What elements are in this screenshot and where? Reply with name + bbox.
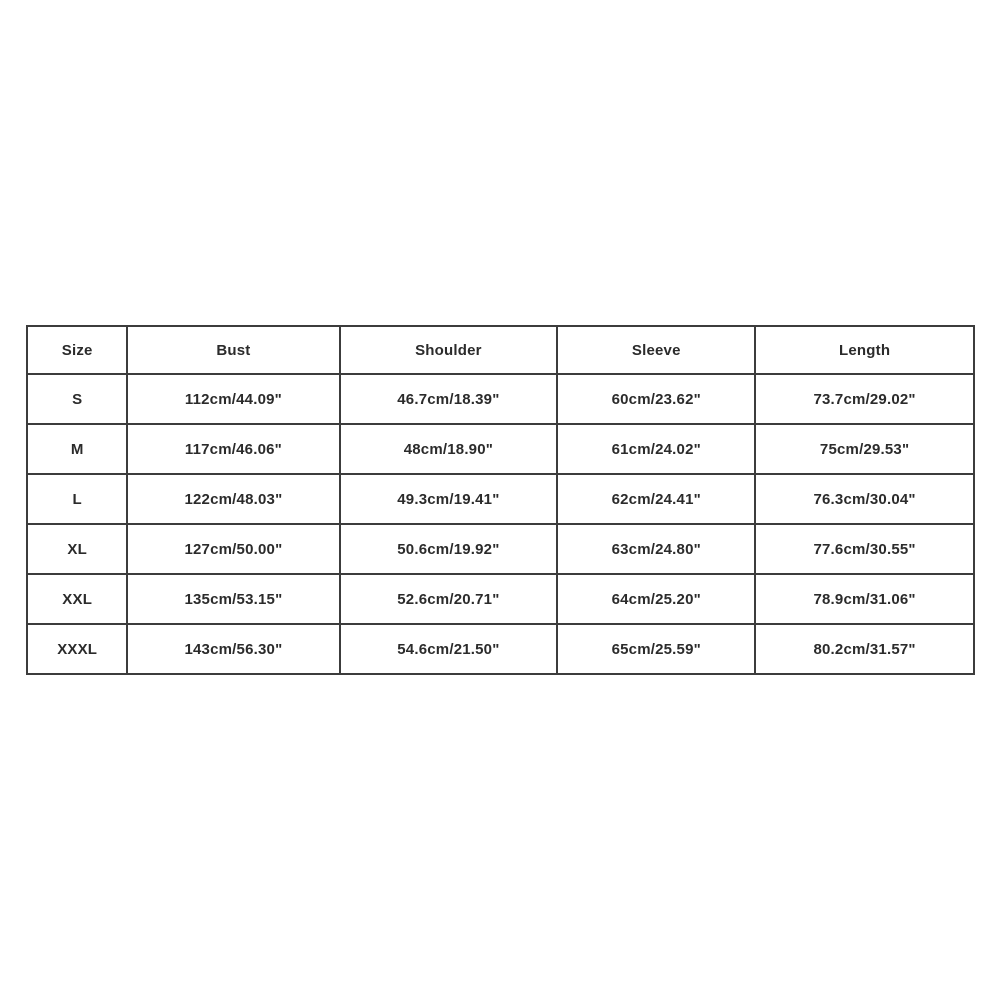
table-row-s (27, 374, 974, 424)
size-cell: M (27, 424, 127, 474)
column-header-bust: Bust (127, 326, 339, 374)
sleeve-cell: 64cm/25.20" (557, 574, 755, 624)
size-cell: S (27, 374, 127, 424)
length-cell: 75cm/29.53" (755, 424, 974, 474)
column-header-size: Size (27, 326, 127, 374)
table-row-m (27, 424, 974, 474)
shoulder-cell: 49.3cm/19.41" (340, 474, 558, 524)
shoulder-cell: 50.6cm/19.92" (340, 524, 558, 574)
length-cell: 76.3cm/30.04" (755, 474, 974, 524)
sleeve-cell: 60cm/23.62" (557, 374, 755, 424)
bust-cell: 135cm/53.15" (127, 574, 339, 624)
shoulder-cell: 48cm/18.90" (340, 424, 558, 474)
table-row-xxl (27, 574, 974, 624)
column-header-shoulder: Shoulder (340, 326, 558, 374)
shoulder-cell: 54.6cm/21.50" (340, 624, 558, 674)
sleeve-cell: 61cm/24.02" (557, 424, 755, 474)
table-row-l (27, 474, 974, 524)
shoulder-cell: 46.7cm/18.39" (340, 374, 558, 424)
bust-cell: 127cm/50.00" (127, 524, 339, 574)
length-cell: 77.6cm/30.55" (755, 524, 974, 574)
size-chart-table (26, 325, 975, 675)
length-cell: 80.2cm/31.57" (755, 624, 974, 674)
length-cell: 73.7cm/29.02" (755, 374, 974, 424)
sleeve-cell: 65cm/25.59" (557, 624, 755, 674)
sleeve-cell: 62cm/24.41" (557, 474, 755, 524)
bust-cell: 143cm/56.30" (127, 624, 339, 674)
sleeve-cell: 63cm/24.80" (557, 524, 755, 574)
length-cell: 78.9cm/31.06" (755, 574, 974, 624)
shoulder-cell: 52.6cm/20.71" (340, 574, 558, 624)
column-header-length: Length (755, 326, 974, 374)
column-header-sleeve: Sleeve (557, 326, 755, 374)
size-cell: L (27, 474, 127, 524)
size-cell: XL (27, 524, 127, 574)
bust-cell: 117cm/46.06" (127, 424, 339, 474)
bust-cell: 112cm/44.09" (127, 374, 339, 424)
size-cell: XXXL (27, 624, 127, 674)
size-chart-header-row (27, 326, 974, 374)
size-cell: XXL (27, 574, 127, 624)
table-row-xl (27, 524, 974, 574)
bust-cell: 122cm/48.03" (127, 474, 339, 524)
table-row-xxxl (27, 624, 974, 674)
